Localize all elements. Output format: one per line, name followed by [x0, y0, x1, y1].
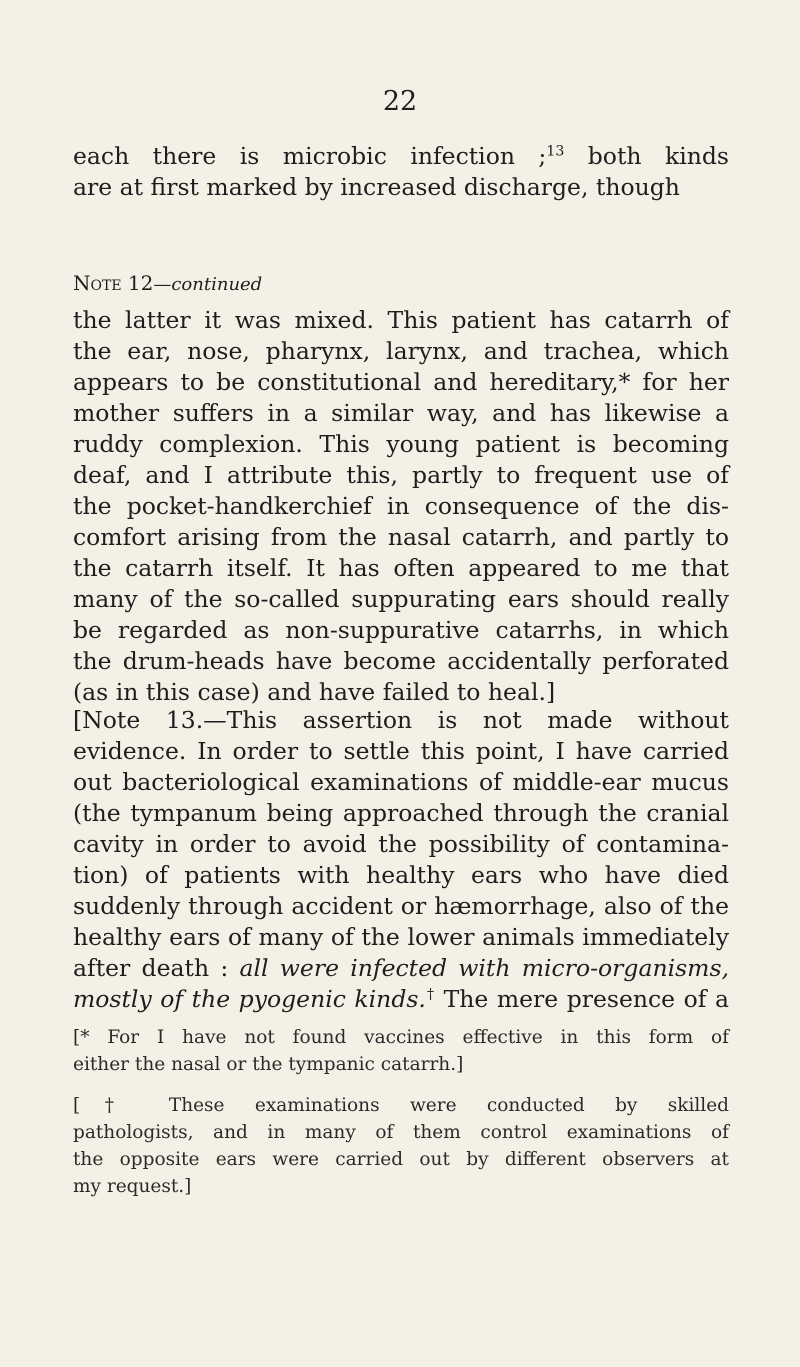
text-line: many of the so-called suppurating ears should really [73, 585, 729, 613]
note-12-paragraph [73, 305, 729, 708]
footnote-line: my request.] [73, 1176, 192, 1197]
text-line: the catarrh itself. It has often appeared to me that [73, 554, 729, 582]
text-line [73, 141, 729, 172]
footnote-line: either the nasal or the tympanic catarrh.] [73, 1054, 464, 1075]
dagger-reference: † [425, 986, 436, 1003]
text-line: [Note 13.—This assertion is not made without [73, 706, 729, 734]
footnote-line: [* For I have not found vaccines effective in this form of [73, 1027, 729, 1048]
text-line: be regarded as non-suppurative catarrhs, in which [73, 616, 729, 644]
text-segment: each there is microbic infection ; [73, 142, 547, 170]
text-line: (as in this case) and have failed to heal.] [73, 678, 556, 706]
text-line: deaf, and I attribute this, partly to frequent use of [73, 461, 729, 489]
text-line: ruddy complexion. This young patient is becoming [73, 430, 729, 458]
footnotes [73, 1024, 729, 1200]
text-line: the pocket-handkerchief in consequence of the dis- [73, 492, 729, 520]
text-segment: both kinds [564, 142, 729, 170]
text-line: tion) of patients with healthy ears who have died [73, 861, 729, 889]
italic-emphasis: mostly of the pyogenic kinds. [73, 985, 426, 1013]
footnote-asterisk [73, 1024, 729, 1078]
text-line: the ear, nose, pharynx, larynx, and trachea, which [73, 337, 729, 365]
opening-paragraph [73, 141, 729, 203]
text-line: evidence. In order to settle this point, I have carried [73, 737, 729, 765]
note-12-label: Note 12 [73, 271, 154, 295]
reference-13: 13 [546, 143, 565, 160]
text-line: (the tympanum being approached through the cranial [73, 799, 729, 827]
footnote-line: pathologists, and in many of them control examinations of [73, 1122, 729, 1143]
text-line: are at first marked by increased discharge, though [73, 173, 680, 201]
footnote-line: the opposite ears were carried out by different observers at [73, 1149, 729, 1170]
text-line [73, 953, 729, 984]
text-line: the latter it was mixed. This patient has catarrh of [73, 306, 729, 334]
text-segment: after death : [73, 954, 240, 982]
text-line: cavity in order to avoid the possibility of contamina- [73, 830, 729, 858]
text-line: appears to be constitutional and hereditary,* for her [73, 368, 729, 396]
text-line: the drum-heads have become accidentally perforated [73, 647, 729, 675]
footnote-line: [† These examinations were conducted by skilled [73, 1095, 729, 1116]
note-12-heading [73, 270, 262, 298]
text-line: comfort arising from the nasal catarrh, and partly to [73, 523, 729, 551]
footnote-dagger [73, 1092, 729, 1200]
text-line: healthy ears of many of the lower animals immediately [73, 923, 729, 951]
note-13-paragraph [73, 705, 729, 1015]
italic-emphasis: all were infected with micro-organisms, [239, 954, 729, 982]
text-segment: The mere presence of a [435, 985, 730, 1013]
text-line [73, 984, 729, 1015]
continued-label: —continued [153, 274, 263, 295]
text-line: suddenly through accident or hæmorrhage, also of the [73, 892, 729, 920]
text-line: mother suffers in a similar way, and has likewise a [73, 399, 729, 427]
page-number: 22 [382, 86, 418, 117]
text-line: out bacteriological examinations of middle-ear mucus [73, 768, 729, 796]
